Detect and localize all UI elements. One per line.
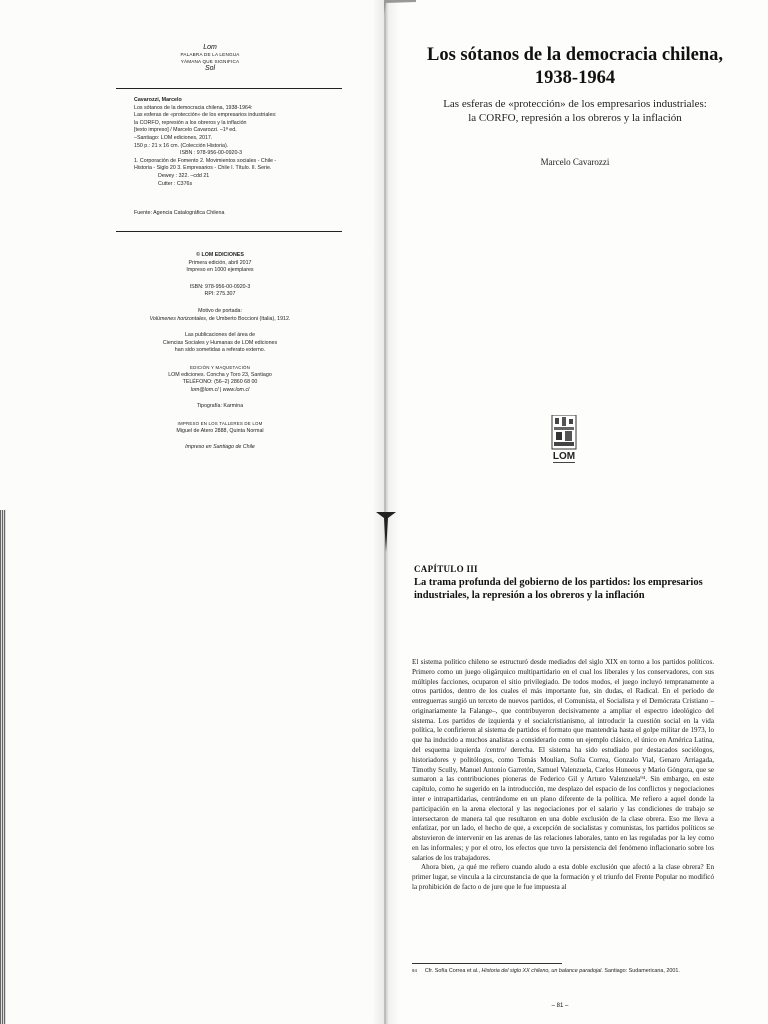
book-subtitle-line2: la CORFO, represión a los obreros y la inflación (468, 112, 682, 124)
copyright: © LOM EDICIONES (196, 252, 244, 258)
catalog-line: [texto impreso] / Marcelo Cavarozzi. –1ª ed. (134, 127, 237, 134)
catalog-isbn: ISBN : 978-956-00-0920-3 (180, 150, 243, 157)
chapter-label: CAPÍTULO III (414, 564, 478, 574)
publisher-meaning-line2: YÁMANA QUE SIGNIFICA (180, 59, 240, 64)
publisher-meaning: Sol (204, 65, 216, 72)
catalog-author: Cavarozzi, Marcelo (134, 97, 182, 103)
cover-rest: , de Umberto Boccioni (Italia), 1912. (205, 315, 291, 322)
catalog-line: Las esferas de «protección» de los empresarios industriales: (134, 112, 277, 119)
review-line: Las publicaciones del área de (184, 332, 256, 339)
cover-work: Volúmenes horizontales (149, 315, 206, 322)
paragraph: Ahora bien, ¿a qué me refiero cuando aludo a esta doble exclusión que afectó a la clase obrera? En primer lugar, se vincula a la circunstancia de que la formación y el triunfo del Frente Popular no modificó la prohibición de facto o de jure que le fue impuesta al (412, 863, 714, 891)
catalog-line: 150 p.: 21 x 16 cm. (Colección Historia). (134, 142, 229, 149)
catalog-topics: Historia - Siglo 20 3. Empresarios - Chile I. Título. II. Serie. (134, 165, 272, 172)
cover-credit (110, 316, 330, 324)
footnote-work: Historia del siglo XX chileno, un balance paradojal (481, 968, 602, 974)
logo-text: LOM (552, 451, 576, 462)
catalog-dewey: Dewey : 322. –cdd 21 (158, 172, 210, 179)
book-subtitle (402, 97, 748, 125)
printer-address: Miguel de Atero 2888, Quinta Normal (176, 427, 264, 434)
publisher-meaning-line1: PALABRA DE LA LENGUA (180, 52, 240, 57)
catalog-topics: 1. Corporación de Fomento 2. Movimientos sociales - Chile - (134, 157, 277, 164)
footnote-pre: Cfr. Sofía Correa et al., (424, 968, 482, 974)
paragraph: El sistema político chileno se estructuró desde mediados del siglo XIX en torno a los partidos políticos. Primero como un juego oligárquico multipartidario en el cual los liberales y los conservadores, con sus múltiples facciones, ocuparon el sitio privilegiado. De todos modos, el juego incluyó tempranamente a otros partidos, dentro de los cuales el más importante fue, sin dudas, el Radical. En el período de entreguerras surgió un terceto de nuevos partidos, el Comunista, el Socialista y el Demócrata Cristiano –originariamente la Falange–, que contribuyeron decisivamente a ampliar el espectro ideológico del sistema. Los partidos de izquierda y el socialcristianismo, al introducir la cuestión social en la vida política, le confirieron al sistema de partidos el formato que mantendría hasta el golpe militar de 1973, lo que ha inducido a muchos analistas a considerarlo como un ejemplo clásico, el único en América Latina, del esquema izquierda /centro/ derecha. El sistema ha sido estudiado por destacados sociólogos, historiadores y politólogos, como Tomás Moulian, Sofía Correa, Gonzalo Vial, Genaro Arriagada, Timothy Scully, Manuel Antonio Garretón, Samuel Valenzuela, Carlos Huneeus y Mario Góngora, que se sumaron a las contribuciones pioneras de Federico Gil y Arturo Valenzuela⁹⁴. Sin embargo, en este capítulo, como he sugerido en la introducción, me desplazo del espacio de los conflictos y negociaciones inter e intrapartidarias, centrándome en un plano diferente de la política. Me refiero a aquel donde la participación en la arena electoral y las negociaciones por el salario y las condiciones de trabajo se intersectaron de manera tal que resultaron en una doble exclusión de la clase obrera. Eso me lleva a enfatizar, por un lado, el hecho de que, a excepción de socialistas y comunistas, los partidos políticos se abstuvieron de intervenir en las arenas de las relaciones laborales, tanto en las reguladas por la ley como en las informales; y por el otro, los efectos que tuvo la persistencia del fenómeno inflacionario sobre los salarios de los trabajadores. (412, 658, 714, 862)
edition: Primera edición, abril 2017 (188, 259, 252, 266)
book-title (402, 44, 748, 90)
book-title-line1: Los sótanos de la democracia chilena, (427, 45, 723, 65)
lom-logo-icon (550, 415, 578, 465)
print-run: Impreso en 1000 ejemplares (186, 267, 254, 274)
catalog-source: Fuente: Agencia Catalográfica Chilena (134, 210, 225, 216)
book-title-line2: 1938-1964 (534, 68, 616, 88)
address: LOM ediciones. Concha y Toro 23, Santiago (168, 371, 272, 378)
publisher-name: Lom (203, 44, 217, 51)
catalog-cutter: Cutter : C376s (158, 180, 193, 187)
footnote-post: . Santiago: Sudamericana, 2001. (601, 968, 680, 974)
page-fold-top (376, 0, 416, 14)
catalog-line: la CORFO, represión a los obreros y la inflación (134, 119, 247, 126)
book-author: Marcelo Cavarozzi (540, 157, 610, 167)
typography: Tipografía: Karmina (196, 403, 244, 410)
edition-label: EDICIÓN Y MAQUETACIÓN (189, 364, 251, 370)
contact: lom@lom.cl | www.lom.cl (190, 386, 250, 393)
footnote (412, 968, 722, 974)
page-fold (376, 512, 396, 552)
divider-bottom (116, 231, 342, 232)
catalog-line: Los sótanos de la democracia chilena, 1938-1964: (134, 104, 253, 111)
catalog-line: –Santiago: LOM ediciones, 2017. (134, 134, 213, 141)
footnote-rule (412, 963, 562, 964)
review-line: Ciencias Sociales y Humanas de LOM ediciones (162, 339, 278, 346)
page-edges (0, 510, 6, 1024)
phone: TELÉFONO: (56–2) 2860 68 00 (182, 379, 258, 386)
chapter-title: La trama profunda del gobierno de los partidos: los empresarios industriales, la represión a los obreros y la inflación (414, 577, 703, 601)
catalog-record (134, 97, 334, 188)
cover-label: Motivo de portada: (198, 307, 242, 314)
isbn: ISBN: 978-956-00-0920-3 (189, 283, 251, 290)
footnote-number: 94 (412, 968, 417, 973)
page-number: – 81 – (551, 1003, 569, 1009)
printed-in: Impreso en Santiago de Chile (185, 444, 255, 451)
review-line: han sido sometidas a referato externo. (174, 347, 266, 354)
divider-top (116, 88, 342, 89)
printer-label: IMPRESO EN LOS TALLERES DE LOM (177, 420, 263, 426)
publisher-header (170, 44, 250, 72)
book-subtitle-line1: Las esferas de «protección» de los empresarios industriales: (443, 98, 707, 110)
credits-block (110, 252, 330, 452)
rpi: RPI: 275.307 (204, 291, 236, 298)
chapter-body (412, 658, 714, 893)
